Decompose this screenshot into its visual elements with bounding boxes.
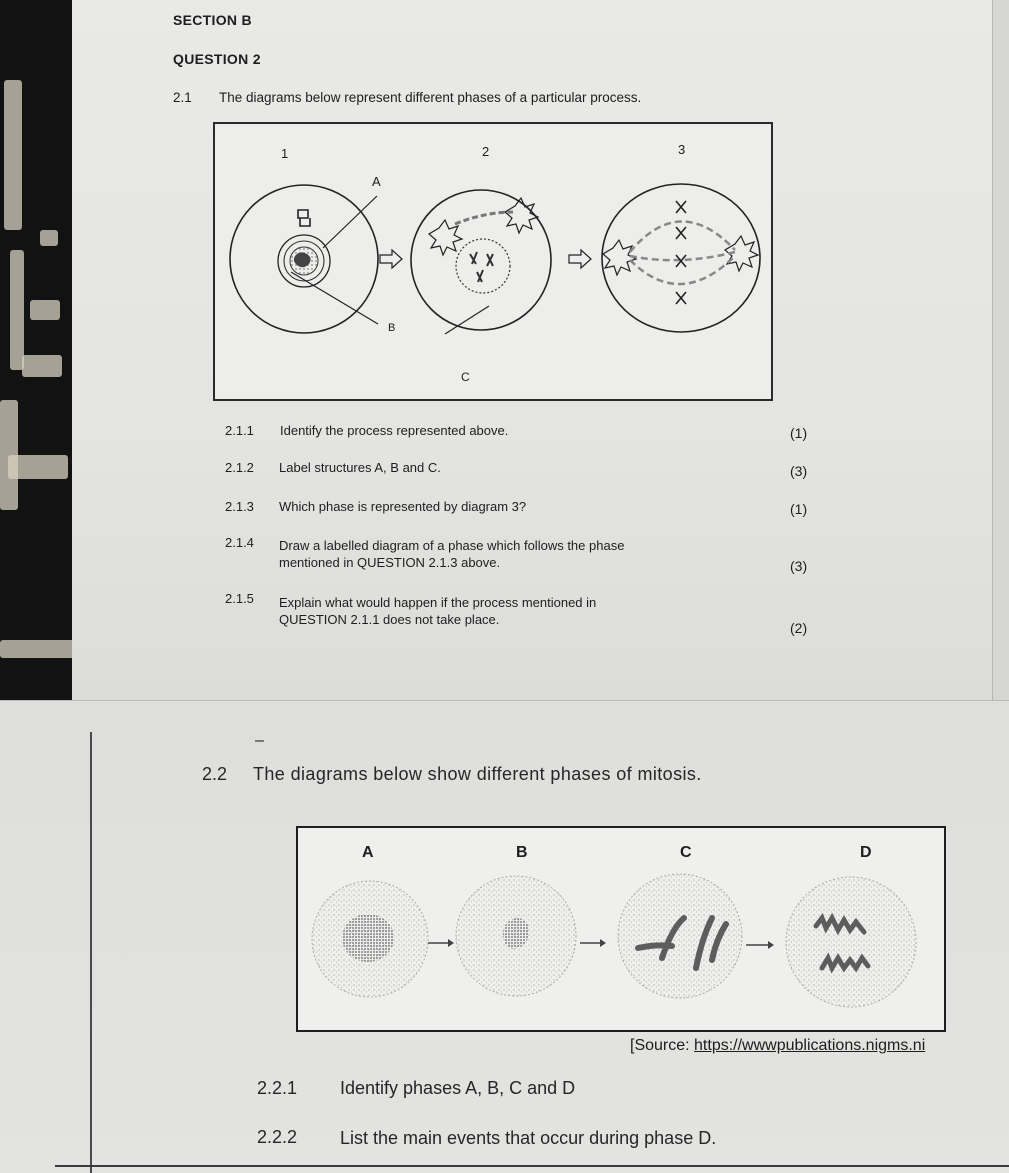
subquestion-text: Draw a labelled diagram of a phase which follows the phase	[279, 538, 625, 553]
subquestion-text: Label structures A, B and C.	[279, 460, 441, 475]
subquestion-2-2-1-text: Identify phases A, B, C and D	[340, 1078, 576, 1098]
q22-text: The diagrams below show different phases of mitosis.	[253, 764, 702, 784]
source-link[interactable]: https://wwwpublications.nigms.ni	[694, 1037, 926, 1054]
margin-line	[90, 732, 92, 1173]
subquestion-2-2-2-number: 2.2.2	[257, 1127, 298, 1147]
label-b: B	[388, 322, 396, 334]
arrow-right-icon	[380, 250, 402, 268]
subquestion-number: 2.1.4	[225, 535, 254, 550]
phase-b-cell	[456, 876, 576, 996]
subquestion-2-2-2-text: List the main events that occur during phase D.	[340, 1128, 717, 1148]
subquestion-text: Identify the process represented above.	[280, 423, 509, 438]
phase-label-c: C	[680, 844, 692, 861]
subquestion-text: Which phase is represented by diagram 3?	[279, 499, 527, 514]
panel-number-2: 2	[482, 144, 490, 159]
cell-2	[411, 190, 551, 334]
mitosis-phases-diagram	[296, 826, 946, 1032]
marks: (2)	[790, 620, 808, 636]
phase-a-cell	[312, 881, 428, 997]
subquestion-text: QUESTION 2.1.1 does not take place.	[279, 612, 500, 627]
mitosis-diagram-svg	[298, 828, 944, 1030]
source-prefix: [Source:	[630, 1037, 695, 1054]
cell-1	[230, 185, 378, 333]
aster-icon	[603, 240, 636, 275]
q21-text: The diagrams below represent different phases of a particular process.	[219, 90, 642, 105]
section-heading: SECTION B	[173, 12, 252, 28]
subquestion-text: mentioned in QUESTION 2.1.3 above.	[279, 555, 501, 570]
subquestion-text: Explain what would happen if the process mentioned in	[279, 595, 597, 610]
marks: (3)	[790, 558, 808, 574]
label-c: C	[461, 370, 470, 384]
subquestion-number: 2.1.1	[225, 423, 254, 438]
panel-number-1: 1	[281, 146, 289, 161]
phase-label-b: B	[516, 844, 528, 861]
arrow-right-icon	[569, 250, 591, 268]
marks: (1)	[790, 425, 808, 441]
q21-number: 2.1	[173, 90, 192, 105]
marks: (3)	[790, 463, 808, 479]
centriole-icon	[298, 210, 310, 226]
phase-label-d: D	[860, 844, 872, 861]
phase-label-a: A	[362, 844, 374, 861]
stray-mark: –	[255, 732, 264, 749]
label-a: A	[372, 174, 381, 189]
cell-division-diagram	[213, 122, 773, 401]
q22-number: 2.2	[202, 764, 228, 784]
cell-diagram-svg	[215, 124, 771, 399]
cell-3	[602, 184, 760, 332]
subquestion-number: 2.1.5	[225, 591, 254, 606]
dark-background	[0, 0, 78, 700]
question-heading: QUESTION 2	[173, 51, 261, 67]
phase-d-cell	[786, 877, 916, 1007]
phase-c-cell	[618, 874, 742, 998]
panel-number-3: 3	[678, 142, 686, 157]
marks: (1)	[790, 501, 808, 517]
subquestion-2-2-1-number: 2.2.1	[257, 1078, 298, 1098]
source-citation	[630, 1037, 925, 1055]
subquestion-number: 2.1.2	[225, 460, 254, 475]
aster-icon	[429, 220, 462, 255]
bottom-rule	[55, 1165, 1009, 1167]
page-edge	[992, 0, 1009, 700]
subquestion-number: 2.1.3	[225, 499, 254, 514]
